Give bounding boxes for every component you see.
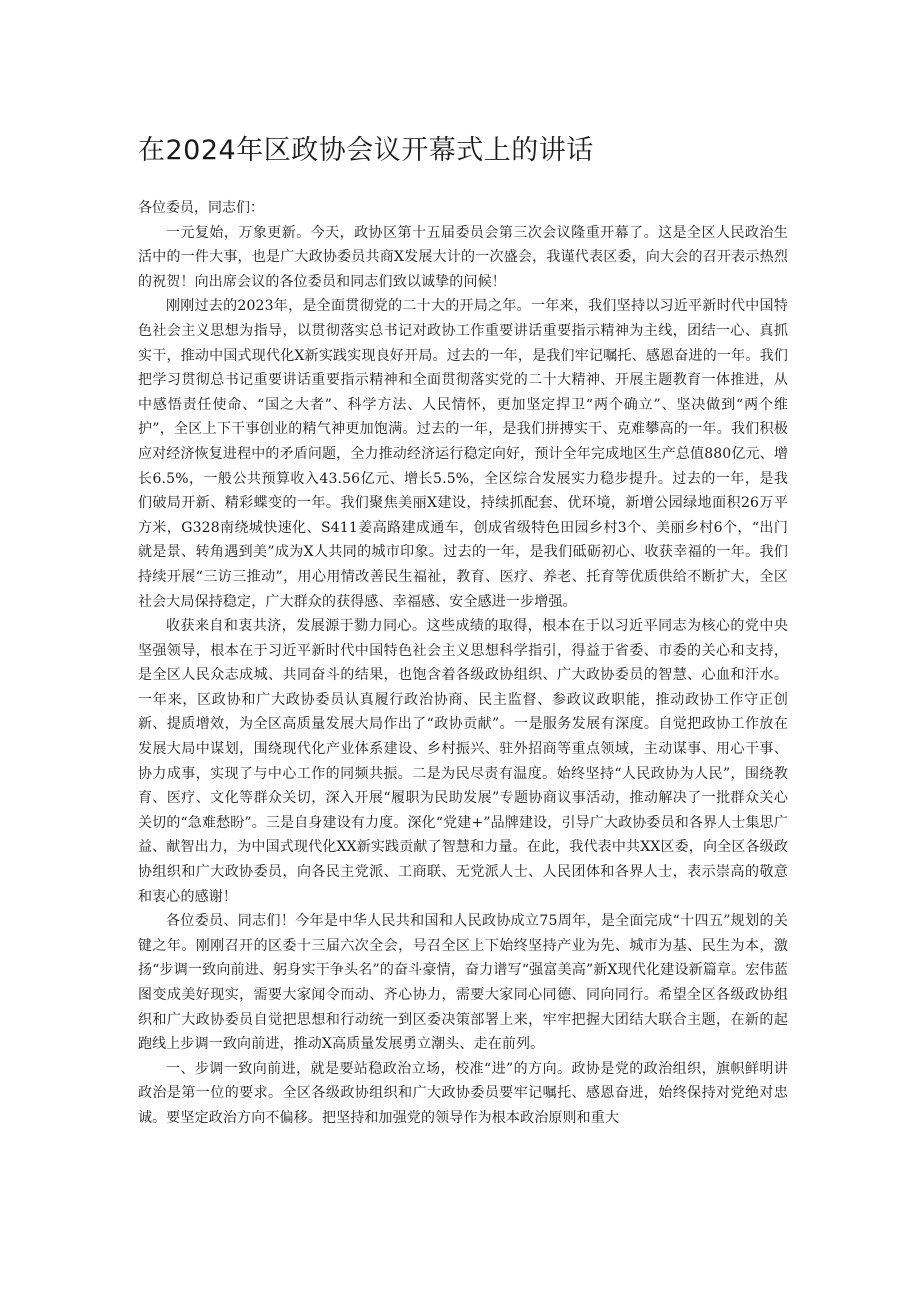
document-page (138, 132, 788, 1131)
salutation: 各位委员，同志们： (138, 200, 264, 216)
paragraph-opening: 一元复始，万象更新。今天，政协区第十五届委员会第三次会议隆重开幕了。这是全区人民政治生活中的一件大事，也是广大政协委员共商X发展大计的一次盛会，我谨代表区委，向大会的召开表示热烈的祝贺！向出席会议的各位委员和同志们致以诚挚的问候！ (138, 224, 788, 290)
paragraph-achievements: 收获来自和衷共济，发展源于勠力同心。这些成绩的取得，根本在于以习近平同志为核心的党中央坚强领导，根本在于习近平新时代中国特色社会主义思想科学指引，得益于省委、市委的关心和支持，是全区人民众志成城、共同奋斗的结果，也饱含着各级政协组织、广大政协委员的智慧、心血和汗水。一年来，区政协和广大政协委员认真履行政治协商、民主监督、参政议政职能，推动政协工作守正创新、提质增效，为全区高质量发展大局作出了“政协贡献”。一是服务发展有深度。自觉把政协工作放在发展大局中谋划，围绕现代化产业体系建设、乡村振兴、驻外招商等重点领域，主动谋事、用心干事、协力成事，实现了与中心工作的同频共振。二是为民尽责有温度。始终坚持“人民政协为人民”，围绕教育、医疗、文化等群众关切，深入开展“履职为民助发展”专题协商议事活动，推动解决了一批群众关心关切的“急难愁盼”。三是自身建设有力度。深化“党建+”品牌建设，引导广大政协委员和各界人士集思广益、献智出力，为中国式现代化XX新实践贡献了智慧和力量。在此，我代表中共XX区委，向全区各级政协组织和广大政协委员，向各民主党派、工商联、无党派人士、人民团体和各界人士，表示崇高的敬意和衷心的感谢！ (138, 618, 788, 905)
paragraph-review-2023: 刚刚过去的2023年，是全面贯彻党的二十大的开局之年。一年来，我们坚持以习近平新时代中国特色社会主义思想为指导，以贯彻落实总书记对政协工作重要讲话重要指示精神为主线，团结一心、真抓实干，推动中国式现代化X新实践实现良好开局。过去的一年，是我们牢记嘱托、感恩奋进的一年。我们把学习贯彻总书记重要讲话重要指示精神和全面贯彻落实党的二十大精神、开展主题教育一体推进，从中感悟责任使命、“国之大者”、科学方法、人民情怀，更加坚定捍卫“两个确立”、坚决做到“两个维护”，全区上下干事创业的精气神更加饱满。过去的一年，是我们拼搏实干、克难攀高的一年。我们积极应对经济恢复进程中的矛盾问题，全力推动经济运行稳定向好，预计全年完成地区生产总值880亿元、增长6.5%，一般公共预算收入43.56亿元、增长5.5%，全区综合发展实力稳步提升。过去的一年，是我们破局开新、精彩蝶变的一年。我们聚焦美丽X建设，持续抓配套、优环境，新增公园绿地面积26万平方米，G328南绕城快速化、S411姜高路建成通车，创成省级特色田园乡村3个、美丽乡村6个，“出门就是景、转角遇到美”成为X人共同的城市印象。过去的一年，是我们砥砺初心、收获幸福的一年。我们持续开展“三访三推动”，用心用情改善民生福祉，教育、医疗、养老、托育等优质供给不断扩大，全区社会大局保持稳定，广大群众的获得感、幸福感、安全感进一步增强。 (138, 298, 788, 610)
document-title: 在2024年区政协会议开幕式上的讲话 (138, 135, 594, 166)
paragraph-expectations: 各位委员、同志们！今年是中华人民共和国和人民政协成立75周年，是全面完成“十四五”规划的关键之年。刚刚召开的区委十三届六次全会，号召全区上下始终坚持产业为先、城市为基、民生为本，激扬“步调一致向前进、躬身实干争头名”的奋斗豪情，奋力谱写“强富美高”新X现代化建设新篇章。宏伟蓝图变成美好现实，需要大家闻令而动、齐心协力，需要大家同心同德、同向同行。希望全区各级政协组织和广大政协委员自觉把思想和行动统一到区委决策部署上来，牢牢把握大团结大联合主题，在新的起跑线上步调一致向前进，推动X高质量发展勇立潮头、走在前列。 (138, 913, 788, 1053)
paragraph-section-one: 一、步调一致向前进，就是要站稳政治立场，校准“进”的方向。政协是党的政治组织，旗帜鲜明讲政治是第一位的要求。全区各级政协组织和广大政协委员要牢记嘱托、感恩奋进，始终保持对党绝对忠诚。要坚定政治方向不偏移。把坚持和加强党的领导作为根本政治原则和重大 (138, 1060, 788, 1126)
